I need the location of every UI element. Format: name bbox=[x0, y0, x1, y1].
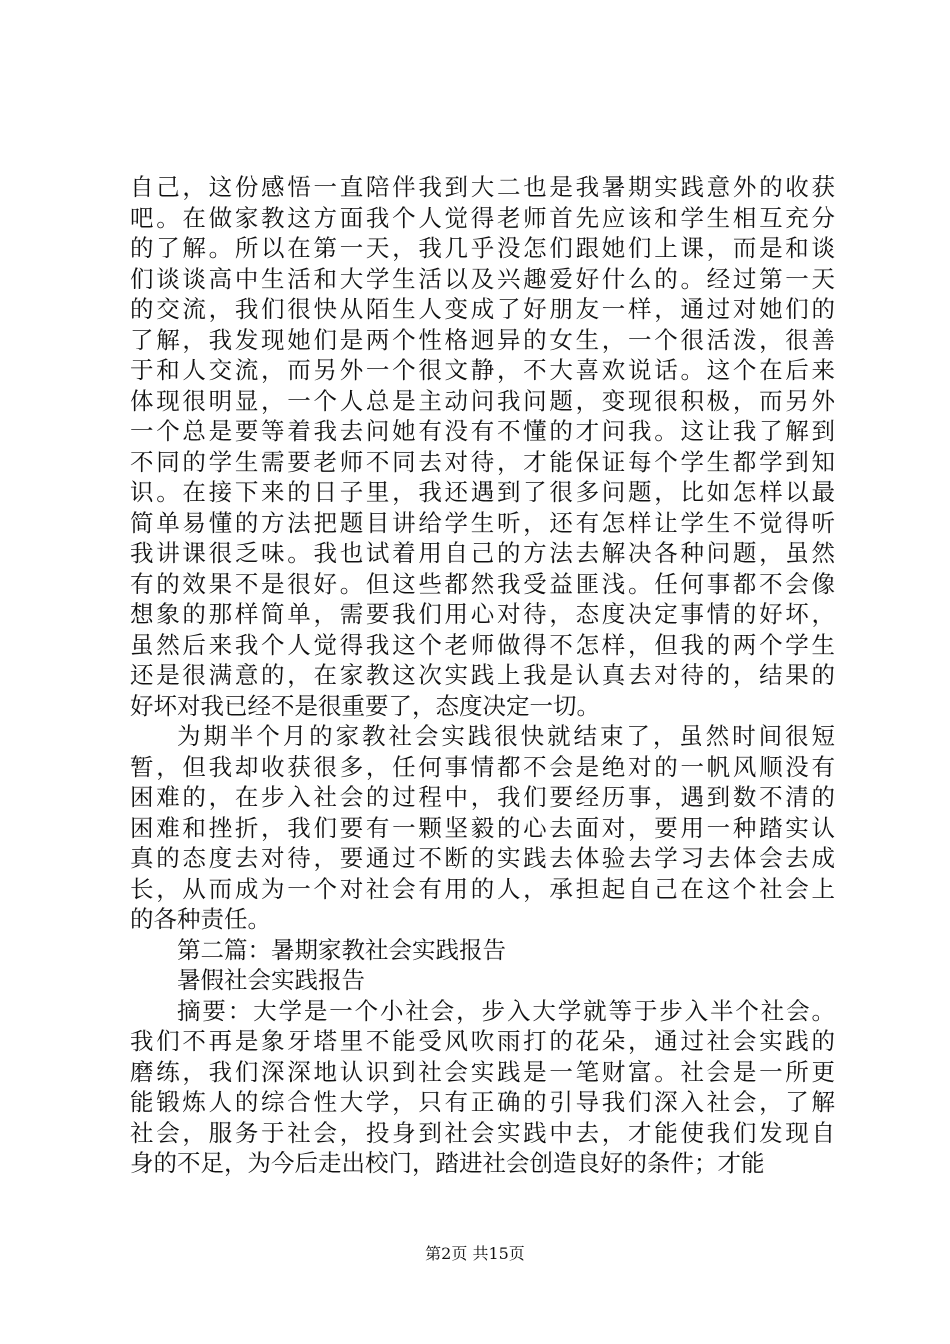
text-line: 暂，但我却收获很多，任何事情都不会是绝对的一帆风顺没有 bbox=[130, 752, 835, 781]
text-line: 想象的那样简单，需要我们用心对待，态度决定事情的好坏， bbox=[130, 600, 835, 628]
text-line: 长，从而成为一个对社会有用的人，承担起自己在这个社会上 bbox=[130, 874, 835, 903]
paragraph bbox=[130, 965, 835, 996]
text-line: 还是很满意的，在家教这次实践上我是认真去对待的，结果的 bbox=[130, 661, 835, 689]
text-line: 不同的学生需要老师不同去对待，才能保证每个学生都学到知 bbox=[130, 447, 835, 476]
text-line: 自己，这份感悟一直陪伴我到大二也是我暑期实践意外的收获 bbox=[130, 173, 835, 201]
page-footer: 第2页 共15页 bbox=[425, 1244, 525, 1263]
text-line: 暑假社会实践报告 bbox=[177, 966, 365, 994]
text-line: 识。在接下来的日子里，我还遇到了很多问题，比如怎样以最 bbox=[130, 478, 835, 506]
text-line: 社会，服务于社会，投身到社会实践中去，才能使我们发现自 bbox=[130, 1118, 835, 1147]
text-line: 吧。在做家教这方面我个人觉得老师首先应该和学生相互充分 bbox=[130, 203, 835, 232]
text-line: 身的不足，为今后走出校门，踏进社会创造良好的条件；才能 bbox=[130, 1149, 765, 1177]
text-line: 我讲课很乏味。我也试着用自己的方法去解决各种问题，虽然 bbox=[130, 539, 835, 567]
text-line: 的了解。所以在第一天，我几乎没怎们跟她们上课，而是和谈 bbox=[130, 234, 835, 262]
paragraph bbox=[130, 721, 835, 935]
text-line: 第二篇：暑期家教社会实践报告 bbox=[177, 935, 506, 964]
text-line: 真的态度去对待，要通过不断的实践去体验去学习去体会去成 bbox=[130, 844, 835, 872]
text-line: 困难和挫折，我们要有一颗坚毅的心去面对，要用一种踏实认 bbox=[130, 813, 835, 842]
text-line: 困难的，在步入社会的过程中，我们要经历事，遇到数不清的 bbox=[130, 783, 835, 811]
text-line: 虽然后来我个人觉得我这个老师做得不怎样，但我的两个学生 bbox=[130, 630, 835, 659]
paragraph bbox=[130, 172, 835, 721]
text-line: 摘要：大学是一个小社会，步入大学就等于步入半个社会。 bbox=[177, 996, 835, 1025]
text-line: 有的效果不是很好。但这些都然我受益匪浅。任何事都不会像 bbox=[130, 569, 835, 598]
paragraph bbox=[130, 996, 835, 1179]
text-line: 我们不再是象牙塔里不能受风吹雨打的花朵，通过社会实践的 bbox=[130, 1027, 835, 1055]
text-line: 简单易懂的方法把题目讲给学生听，还有怎样让学生不觉得听 bbox=[130, 508, 835, 537]
text-line: 的交流，我们很快从陌生人变成了好朋友一样，通过对她们的 bbox=[130, 295, 835, 323]
document-body bbox=[130, 172, 835, 1179]
text-line: 于和人交流，而另外一个很文静，不大喜欢说话。这个在后来 bbox=[130, 356, 835, 384]
text-line: 们谈谈高中生活和大学生活以及兴趣爱好什么的。经过第一天 bbox=[130, 264, 835, 293]
text-line: 了解，我发现她们是两个性格迥异的女生，一个很活泼，很善 bbox=[130, 325, 835, 354]
text-line: 好坏对我已经不是很重要了，态度决定一切。 bbox=[130, 691, 600, 720]
text-line: 为期半个月的家教社会实践很快就结束了，虽然时间很短 bbox=[177, 722, 835, 750]
text-line: 磨练，我们深深地认识到社会实践是一笔财富。社会是一所更 bbox=[130, 1057, 835, 1086]
text-line: 一个总是要等着我去问她有没有不懂的才问我。这让我了解到 bbox=[130, 417, 835, 445]
text-line: 的各种责任。 bbox=[130, 905, 271, 933]
paragraph bbox=[130, 935, 835, 966]
text-line: 体现很明显，一个人总是主动问我问题，变现很积极，而另外 bbox=[130, 386, 835, 415]
text-line: 能锻炼人的综合性大学，只有正确的引导我们深入社会，了解 bbox=[130, 1088, 835, 1116]
